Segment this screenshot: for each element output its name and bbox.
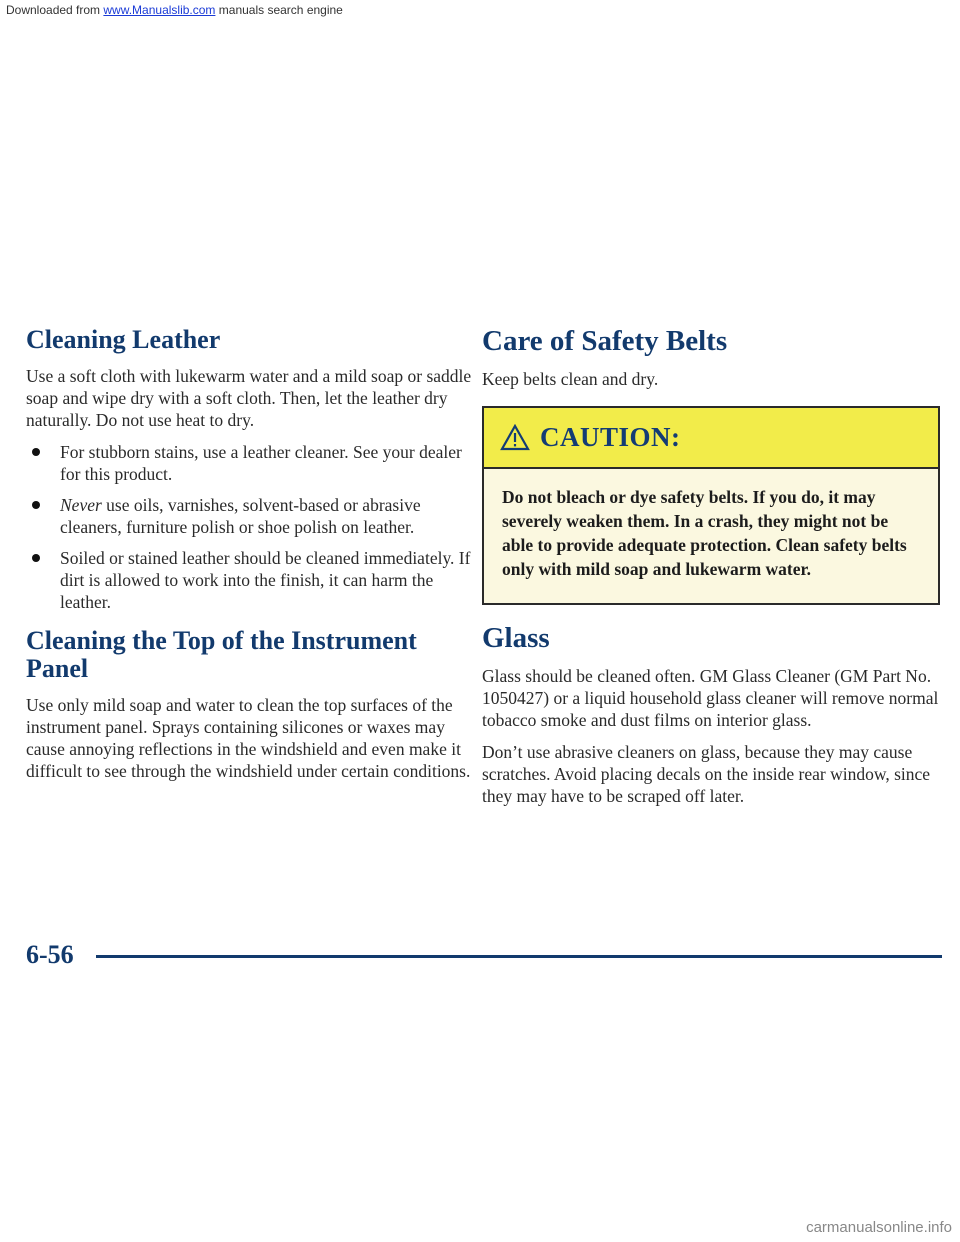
safety-belts-text: Keep belts clean and dry. [482, 368, 659, 389]
glass-paragraph-1: Glass should be cleaned often. GM Glass Cleaner (GM Part No. 1050427) or a liquid household glass cleaner will remove normal tobacco smoke and dust films on interior glass. [482, 665, 939, 730]
manualslib-link[interactable]: www.Manualslib.com [103, 3, 216, 17]
bullet-icon [32, 448, 40, 456]
warning-triangle-icon [500, 424, 530, 451]
watermark: carmanualsonline.info [806, 1219, 952, 1236]
list-item [26, 441, 474, 485]
caution-box [482, 406, 940, 605]
leather-bullet-list [26, 441, 474, 613]
bullet-icon [32, 554, 40, 562]
cleaning-leather-intro: Use a soft cloth with lukewarm water and a mild soap or saddle soap and wipe dry with a soft cloth. Then, let the leather dry naturally. Do not use heat to dry. [26, 365, 472, 430]
list-item [26, 494, 474, 538]
bullet-emphasis: Never [60, 494, 102, 515]
download-banner-prefix: Downloaded from [6, 3, 104, 17]
instrument-panel-text: Use only mild soap and water to clean the top surfaces of the instrument panel. Sprays containing silicones or waxes may cause annoying reflections in the windshield and even make it difficult to see through the windshield under certain conditions. [26, 694, 471, 781]
footer-divider [96, 955, 942, 958]
page-number: 6-56 [26, 940, 74, 969]
caution-text: Do not bleach or dye safety belts. If you do, it may severely weaken them. In a crash, they might not be able to provide adequate protection. Clean safety belts only with mild soap and lukewarm water. [484, 469, 938, 603]
bullet-icon [32, 501, 40, 509]
right-column [482, 326, 940, 817]
caution-label: CAUTION: [540, 421, 681, 452]
bullet-text: For stubborn stains, use a leather cleaner. See your dealer for this product. [60, 441, 462, 484]
glass-paragraph-2: Don’t use abrasive cleaners on glass, because they may cause scratches. Avoid placing decals on the inside rear window, since they may have to be scraped off later. [482, 741, 931, 806]
cleaning-leather-heading: Cleaning Leather [26, 325, 221, 354]
bullet-text: use oils, varnishes, solvent-based or abrasive cleaners, furniture polish or shoe polish on leather. [60, 494, 421, 537]
download-banner-suffix: manuals search engine [215, 3, 343, 17]
safety-belts-heading: Care of Safety Belts [482, 325, 728, 357]
list-item [26, 547, 474, 613]
caution-header [484, 408, 938, 469]
left-column [26, 326, 474, 792]
download-banner [6, 3, 343, 17]
bullet-text: Soiled or stained leather should be cleaned immediately. If dirt is allowed to work into the finish, it can harm the leather. [60, 547, 471, 612]
instrument-panel-heading: Cleaning the Top of the Instrument Panel [26, 625, 417, 684]
glass-heading: Glass [482, 621, 550, 654]
